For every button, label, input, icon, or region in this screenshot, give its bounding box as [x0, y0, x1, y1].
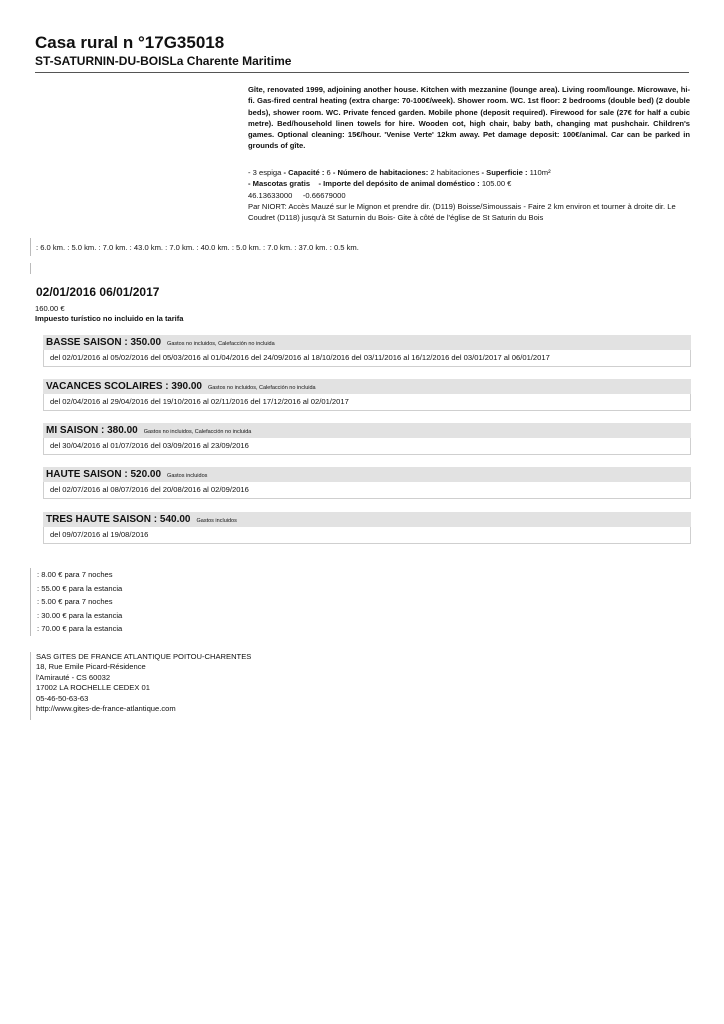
divider-mark [30, 263, 31, 274]
agency-phone: 05-46-50-63-63 [36, 693, 89, 703]
agency-website-link[interactable]: http://www.gites-de-france-atlantique.com [36, 704, 176, 714]
header-divider [35, 72, 689, 73]
distances-bar [30, 238, 701, 256]
pricing-period: 02/01/2016 06/01/2017 [36, 285, 160, 299]
property-description: Gîte, renovated 1999, adjoining another house. Kitchen with mezzanine (lounge area). Living room/lounge. Microwave, hi-fi. Gas-fired central heating (extra charge: 70-100€/week). Shower room. WC. 1st floor: 2 bedrooms (double bed) (2 double beds), shower room. WC. Private fenced garden. Mobile phone (deposit required). Firewood for sale (27€ for half a cubic metre). Bed/household linen towels for hire. Wooden cot, high chair, baby bath, changing mat pushchair. Children's games. Optional cleaning: 15€/hour. 'Venise Verte' 12km away. Pet damage deposit: 100€/animal. Car can be parked in grounds of gîte. [248, 85, 690, 151]
info-line-2 [248, 178, 690, 189]
season-header [43, 335, 691, 350]
season-dates: del 02/01/2016 al 05/02/2016 del 05/03/2016 al 01/04/2016 del 24/09/2016 al 18/10/2016 del 03/11/2016 al 16/12/2016 del 03/01/2017 al 06/01/2017 [43, 350, 691, 367]
rooms-value: 2 habitaciones [430, 168, 480, 177]
fee-item: : 70.00 € para la estancia [37, 624, 123, 634]
fee-item: : 5.00 € para 7 noches [37, 597, 113, 607]
tax-note: Impuesto turístico no incluido en la tarifa [35, 314, 184, 323]
season-block [43, 379, 691, 411]
capacity-value: 6 [326, 168, 331, 177]
agency-city: 17002 LA ROCHELLE CEDEX 01 [36, 683, 150, 693]
agency-building: l'Amirauté - CS 60032 [36, 672, 111, 682]
season-dates: del 02/04/2016 al 29/04/2016 del 19/10/2016 al 02/11/2016 del 17/12/2016 al 02/01/2017 [43, 394, 691, 411]
season-block [43, 423, 691, 455]
season-block [43, 335, 691, 367]
season-header [43, 423, 691, 438]
agency-contact [30, 652, 251, 720]
season-header [43, 512, 691, 527]
season-header [43, 467, 691, 482]
season-dates: del 30/04/2016 al 01/07/2016 del 03/09/2016 al 23/09/2016 [43, 438, 691, 455]
season-dates: del 02/07/2016 al 08/07/2016 del 20/08/2016 al 02/09/2016 [43, 482, 691, 499]
deposit-value: 105.00 € [481, 179, 512, 189]
fee-item: : 55.00 € para la estancia [37, 583, 123, 593]
agency-street: 18, Rue Emile Picard-Résidence [36, 662, 146, 672]
longitude: -0.66679000 [302, 190, 346, 200]
season-dates: del 09/07/2016 al 19/08/2016 [43, 527, 691, 544]
season-note: Gastos incluidos [167, 473, 208, 479]
espiga-rating: - 3 espiga [248, 168, 282, 177]
season-name: MI SAISON : 380.00 [46, 425, 138, 436]
season-note: Gastos no incluidos, Calefacción no incluida [143, 429, 252, 435]
fee-item: : 30.00 € para la estancia [37, 610, 123, 620]
info-line-1 [248, 167, 690, 178]
rooms-label: - Número de habitaciones: [332, 168, 429, 177]
season-block [43, 512, 691, 544]
location-subtitle: ST-SATURNIN-DU-BOISLa Charente Maritime [35, 54, 292, 68]
surface-label: - Superficie : [481, 168, 528, 177]
extra-fees [30, 568, 122, 636]
fee-item: : 8.00 € para 7 noches [37, 570, 113, 579]
season-name: TRES HAUTE SAISON : 540.00 [46, 514, 191, 525]
season-name: HAUTE SAISON : 520.00 [46, 469, 162, 480]
directions-text: Par NIORT: Accès Mauzé sur le Mignon et prendre dir. (D119) Boisse/Simoussais - Faire 2 km environ et tourner à droite dir. Le Coudret (D118) jusqu'à St Saturnin du Bois- Gite à côté de l'église de St Saturin du Bois [248, 201, 676, 223]
distances-list: : 6.0 km. : 5.0 km. : 7.0 km. : 43.0 km. : 7.0 km. : 40.0 km. : 5.0 km. : 7.0 km. : 37.0 km. : 0.5 km. [36, 243, 359, 252]
coordinates [248, 190, 690, 201]
surface-value: 110m² [529, 168, 551, 177]
season-name: VACANCES SCOLAIRES : 390.00 [46, 381, 202, 392]
capacity-label: - Capacité : [283, 168, 325, 177]
agency-name: SAS GITES DE FRANCE ATLANTIQUE POITOU-CHARENTES [36, 652, 252, 661]
season-note: Gastos incluidos [196, 518, 237, 524]
page-title: Casa rural n °17G35018 [35, 33, 225, 52]
season-block [43, 467, 691, 499]
deposit-label: - Importe del depósito de animal doméstico : [318, 179, 480, 189]
pets-label: - Mascotas gratis [248, 179, 311, 189]
season-name: BASSE SAISON : 350.00 [46, 337, 162, 348]
price-total: 160.00 € [35, 304, 65, 313]
season-note: Gastos no incluidos, Calefacción no incluida [167, 341, 275, 347]
property-info [248, 167, 690, 223]
latitude: 46.13633000 [248, 190, 293, 200]
season-header [43, 379, 691, 394]
season-note: Gastos no incluidos, Calefacción no incluida [207, 385, 316, 391]
